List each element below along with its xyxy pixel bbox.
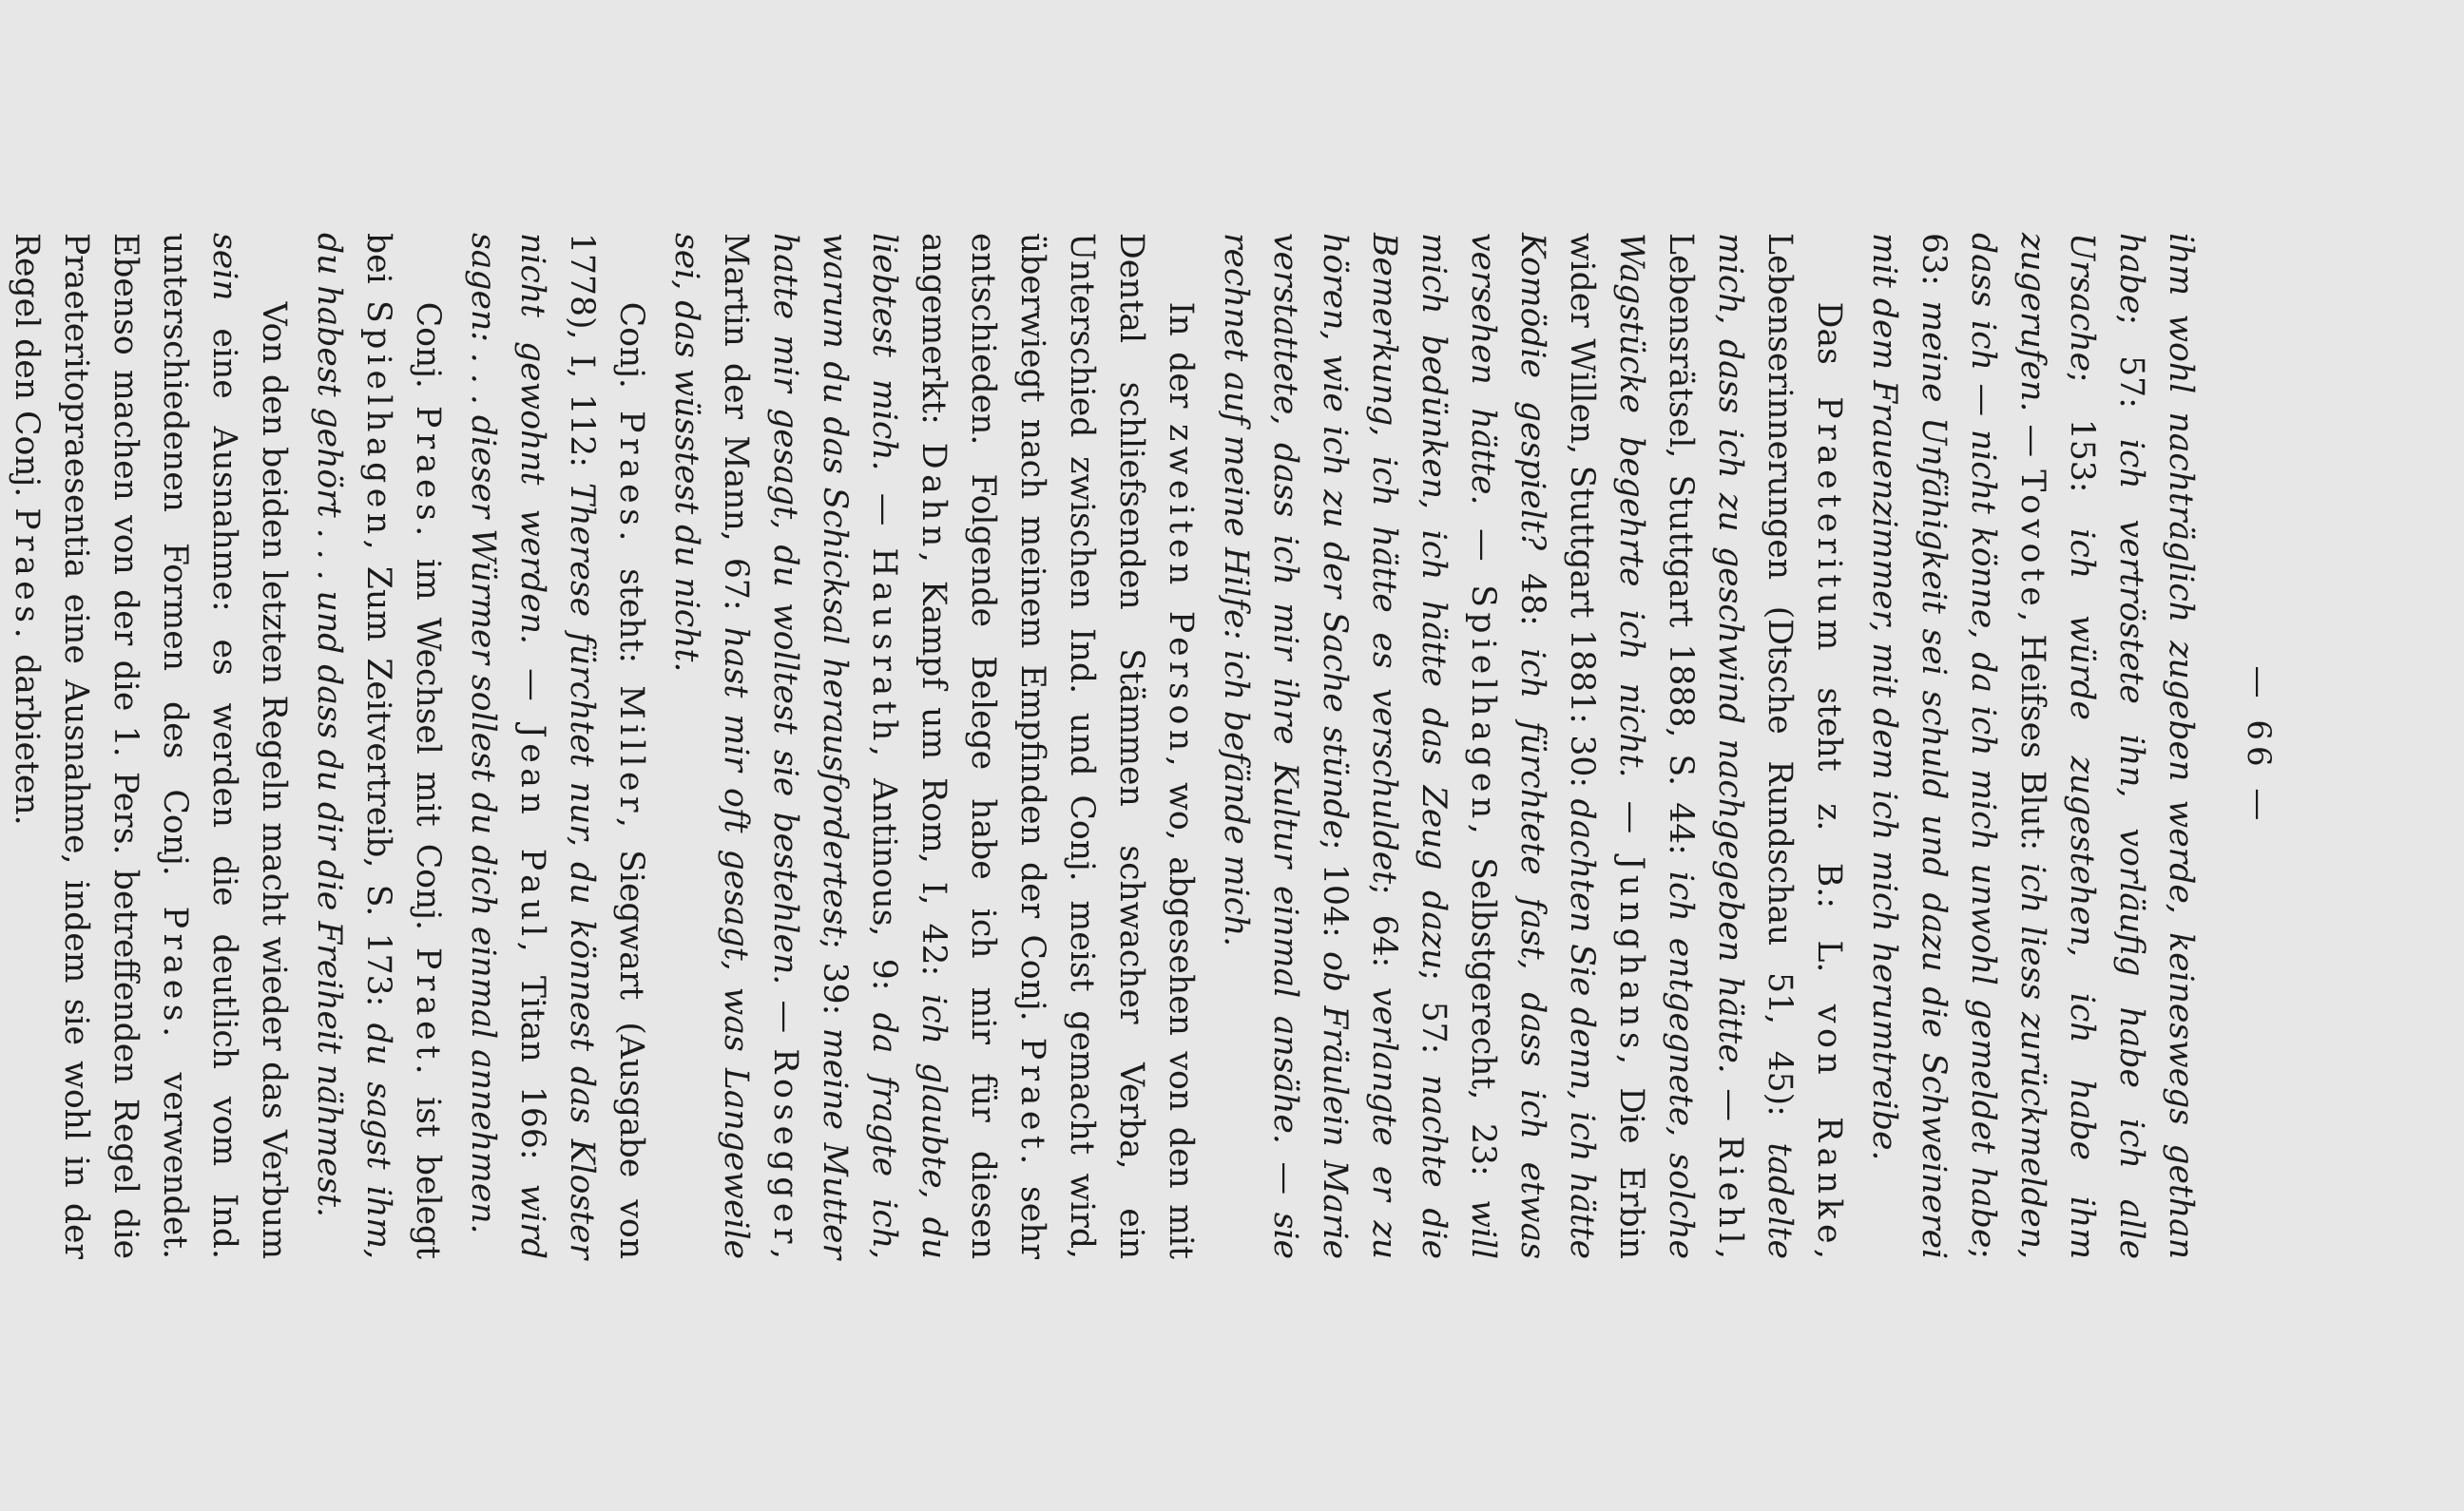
- italic-run: verlangte er zu hören, wie ich zu der Sache stünde: [1316, 233, 1403, 1259]
- text-run: verwendet. Ebenso machen von der die 1. Pers. betreffenden Regel die Praeteritopraesentia eine Ausnahme, indem sie wohl in der Regel den Conj.: [8, 233, 194, 1259]
- spaced-name-run: Miller: [612, 685, 650, 818]
- paragraph: [662, 233, 1205, 1259]
- text-column: [2, 233, 2283, 1259]
- italic-run: ich vertröstete ihn, vorläufig habe ich alle Ursache: [2063, 233, 2150, 1259]
- text-run: ; 57:: [1415, 969, 1453, 1075]
- paragraph: [2, 233, 298, 1259]
- text-run: , Siegwart (Ausgabe von 1778), I, 112:: [563, 233, 650, 1260]
- text-run: , Selbstgerecht, 23:: [1464, 823, 1502, 1200]
- text-run: Von den beiden letzten Regeln macht wieder das Verbum: [255, 301, 293, 1259]
- text-run: —: [2013, 411, 2051, 470]
- italic-run: ihm wohl nachträglich zugeben werde, keineswegs gethan habe: [2112, 233, 2200, 1259]
- text-run: ist belegt bei: [359, 233, 447, 1260]
- italic-run: sein: [205, 233, 243, 301]
- spaced-name-run: Praes.: [8, 507, 46, 644]
- italic-run: ich entgegnete, solche Wagstücke begehrte ich nicht.: [1612, 233, 1700, 1260]
- spaced-name-run: Rosegger: [766, 1048, 804, 1250]
- text-run: ; 57:: [2112, 314, 2150, 439]
- text-run: ; 39:: [816, 938, 854, 1028]
- text-run: , wo, abgesehen von den mit Dental schliefsenden Stämmen schwacher Verba, ein Unterschied zwischen Ind. und Conj. meist gemacht wird, überwiegt nach meinem Empfinden der Conj.: [1013, 233, 1200, 1260]
- spaced-name-run: Spielhagen: [359, 300, 397, 540]
- text-run: —: [513, 644, 551, 725]
- text-run: , Lebenserinnerungen (Dtsche Rundschau 51, 45):: [1761, 233, 1848, 1259]
- text-run: ; 64:: [1365, 884, 1403, 987]
- text-run: steht z. B.: L.: [1810, 655, 1848, 1004]
- spaced-name-run: Praeteritum: [1810, 396, 1848, 656]
- text-run: im Wechsel mit Conj.: [409, 541, 447, 948]
- spaced-name-run: Praes.: [612, 411, 650, 546]
- text-run: sehr entschieden. Folgende Belege habe ich mir für diesen angemerkt:: [914, 233, 1051, 1259]
- italic-run: hast mir oft gesagt, was Langeweile sei, das wüsstest du nicht.: [667, 233, 755, 1259]
- italic-run: dachten Sie denn, ich hätte Komödie gespielt?: [1513, 233, 1601, 1259]
- text-run: ; 104:: [1316, 839, 1354, 952]
- text-run: , Antinous, 9:: [865, 745, 903, 1013]
- italic-run: meine Mutter hatte mir gesagt, du wolltest sie bestehlen.: [766, 233, 854, 1259]
- text-run: 48:: [1513, 550, 1551, 649]
- paragraph: [304, 233, 452, 1259]
- spaced-name-run: Praet.: [1013, 1037, 1051, 1170]
- spaced-name-run: Dahn: [914, 442, 953, 552]
- italic-run: meine Unfähigkeit sei schuld und dazu die Schweinerei mit dem Frauenzimmer, mit dem ich mich herumtreibe.: [1865, 233, 1953, 1259]
- text-run: , Titan 166:: [513, 941, 551, 1184]
- text-run: steht:: [612, 545, 650, 686]
- spaced-name-run: Praes.: [409, 405, 447, 542]
- italic-run: ich liess zurückmelden, dass ich — nicht könne, da ich mich unwohl gemeldet habe: [1964, 233, 2051, 1259]
- italic-run: da fragte ich, warum du das Schicksal herausfordertest: [816, 233, 903, 1260]
- italic-run: ich glaubte, du liebtest mich.: [865, 233, 953, 1259]
- text-run: —: [1266, 1143, 1304, 1213]
- text-run: ; 153:: [2063, 372, 2101, 529]
- text-run: —: [766, 985, 804, 1049]
- italic-run: wird sagen: . . . dieser Würmer sollest du dich einmal annehmen.: [464, 233, 551, 1259]
- spaced-name-run: Spielhagen: [1464, 584, 1502, 824]
- text-run: ; 63:: [1915, 233, 2002, 1259]
- text-run: , Die Erbin wider Willen, Stuttgart 1881: 30:: [1563, 233, 1650, 1260]
- italic-run: nachte die Bemerkung, ich hätte es verschuldet: [1365, 233, 1453, 1259]
- text-run: In der: [1162, 301, 1200, 424]
- page-number: — 66 —: [2240, 665, 2278, 827]
- text-run: Das: [1810, 301, 1848, 397]
- text-run: —: [1711, 1073, 1749, 1137]
- text-run: Conj.: [612, 301, 650, 411]
- spaced-name-run: Junghans: [1612, 856, 1650, 1055]
- text-run: eine Ausnahme: es werden die deutlich vom Ind. unterschiedenen Formen des Conj.: [156, 233, 243, 1259]
- spaced-name-run: Praet.: [409, 947, 447, 1081]
- text-run: —: [865, 470, 903, 548]
- text-run: Conj.: [409, 301, 447, 406]
- spaced-name-run: Jean Paul: [513, 724, 551, 942]
- italic-run: ich würde zugestehen, ich habe ihm zugerufen.: [2013, 233, 2101, 1259]
- italic-run: tadelte mich, dass ich zu geschwind nachgegeben hätte.: [1711, 233, 1799, 1259]
- spaced-name-run: Praes.: [156, 906, 194, 1042]
- text-run: , Heifses Blut:: [2013, 611, 2051, 864]
- italic-run: sie rechnet auf meine Hilfe: ich befände mich.: [1217, 233, 1304, 1260]
- italic-run: Therese fürchtet nur, du könnest das Kloster nicht gewohnt werden.: [513, 233, 601, 1259]
- italic-run: ob Fräulein Marie verstattete, dass ich mir ihre Kultur einmal ansähe.: [1266, 233, 1354, 1260]
- text-run: —: [1464, 505, 1502, 585]
- text-run: —: [1612, 777, 1650, 857]
- italic-run: will mich bedünken, ich hätte das Zeug dazu: [1415, 233, 1502, 1259]
- italic-run: ich fürchtete fast, dass ich etwas versehen hätte.: [1464, 233, 1551, 1259]
- text-run: , Martin der Mann, 67:: [717, 233, 804, 1260]
- spaced-name-run: zweiten Person: [1162, 423, 1200, 756]
- spaced-name-run: Hausrath: [865, 547, 903, 746]
- paragraph: [458, 233, 656, 1259]
- paragraph: [1211, 233, 1854, 1259]
- spaced-name-run: Tovote: [2013, 469, 2051, 612]
- text-run: darbieten.: [8, 643, 46, 826]
- text-run: , Lebensrätsel, Stuttgart 1888, S. 44:: [1662, 233, 1749, 1259]
- italic-run: du sagst ihm, du habest gehört . . . und dass du dir die Freiheit nähmest.: [310, 233, 397, 1259]
- text-run: , Kampf um Rom, I, 42:: [914, 551, 953, 995]
- paragraph: [1859, 233, 2205, 1259]
- text-run: , Zum Zeitvertreib, S. 173:: [359, 539, 397, 1023]
- spaced-name-run: von Ranke: [1810, 1004, 1848, 1249]
- body-text: [2, 233, 2205, 1259]
- spaced-name-run: Riehl: [1711, 1136, 1749, 1249]
